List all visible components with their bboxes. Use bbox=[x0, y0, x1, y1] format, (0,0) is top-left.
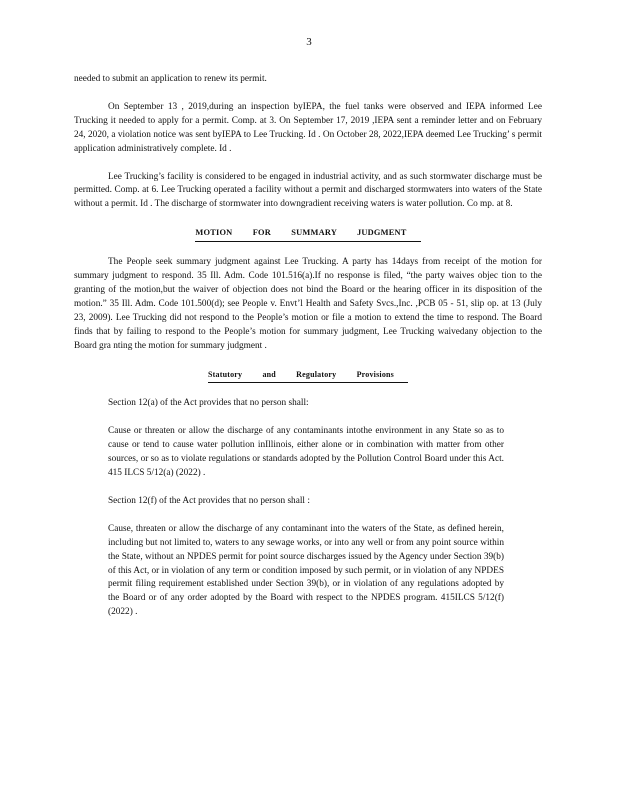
heading-motion-text: MOTION FOR SUMMARY JUDGMENT bbox=[195, 226, 420, 242]
paragraph-inspection: On September 13 , 2019,during an inspection byIEPA, the fuel tanks were observed and IEPA informed Lee Trucking it needed to apply for a permit. Comp. at 3. On September 17, 2019 ,IEPA sent a reminder letter and on February 24, 2020, a violation notice was sent byIEPA to Lee Trucking. Id . On October 28, 2022,IEPA deemed Lee Trucking’ s permit application administratively complete. Id . bbox=[74, 101, 542, 154]
paragraph-summary-judgment: The People seek summary judgment against Lee Trucking. A party has 14days from receipt of the motion for summary judgment to respond. 35 Ill. Adm. Code 101.516(a).If no response is filed, “the party waives objec tion to the granting of the motion,but the waiver of objection does not bind the Board or the hearing officer in its disposition of the motion.” 35 Ill. Adm. Code 101.500(d); see People v. Envt’l Health and Safety Svcs.,Inc. ,PCB 05 - 51, slip op. at 13 (July 23, 2009). Lee Trucking did not respond to the People’s motion or file a motion to extend the time to respond. The Board finds that by failing to respond to the People’s motion for summary judgment, Lee Trucking waivedany objection to the Board gra nting the motion for summary judgment . bbox=[74, 257, 542, 351]
document-body bbox=[74, 73, 542, 620]
section-12f-intro: Section 12(f) of the Act provides that no person shall : bbox=[108, 495, 310, 506]
section-12f-quote: Cause, threaten or allow the discharge of any contaminant into the waters of the State, as defined herein, including but not limited to, waters to any sewage works, or into any well or from any point source within the State, without an NPDES permit for point source discharges issued by the Agency under Section 39(b) of this Act, or in violation of any term or condition imposed by such permit, or in violation of any NPDES permit filing requirement established under Section 39(b), or in violation of any regulations adopted by the Board or of any order adopted by the Board with respect to the NPDES program. 415ILCS 5/12(f) (2022) . bbox=[108, 523, 504, 618]
paragraph-continuation: needed to submit an application to renew its permit. bbox=[74, 74, 267, 84]
heading-motion bbox=[74, 226, 542, 242]
page-number: 3 bbox=[306, 36, 312, 48]
section-12a-intro: Section 12(a) of the Act provides that no person shall: bbox=[108, 398, 309, 409]
heading-statutory-text: Statutory and Regulatory Provisions bbox=[208, 368, 408, 384]
section-12a-quote: Cause or threaten or allow the discharge of any contaminants intothe environment in any State so as to cause or tend to cause water pollution inIllinois, either alone or in combination with matter from other sources, or so as to violate regulations or standards adopted by the Pollution Control Board under this Act. 415 ILCS 5/12(a) (2022) . bbox=[108, 426, 504, 479]
paragraph-facility: Lee Trucking’s facility is considered to be engaged in industrial activity, and as such stormwater discharge must be permitted. Comp. at 6. Lee Trucking operated a facility without a permit and discharged stormwaters into waters of the State without a permit. Id . The discharge of stormwater into downgradient receiving waters is water pollution. Co mp. at 8. bbox=[74, 171, 542, 210]
heading-statutory bbox=[74, 368, 542, 384]
